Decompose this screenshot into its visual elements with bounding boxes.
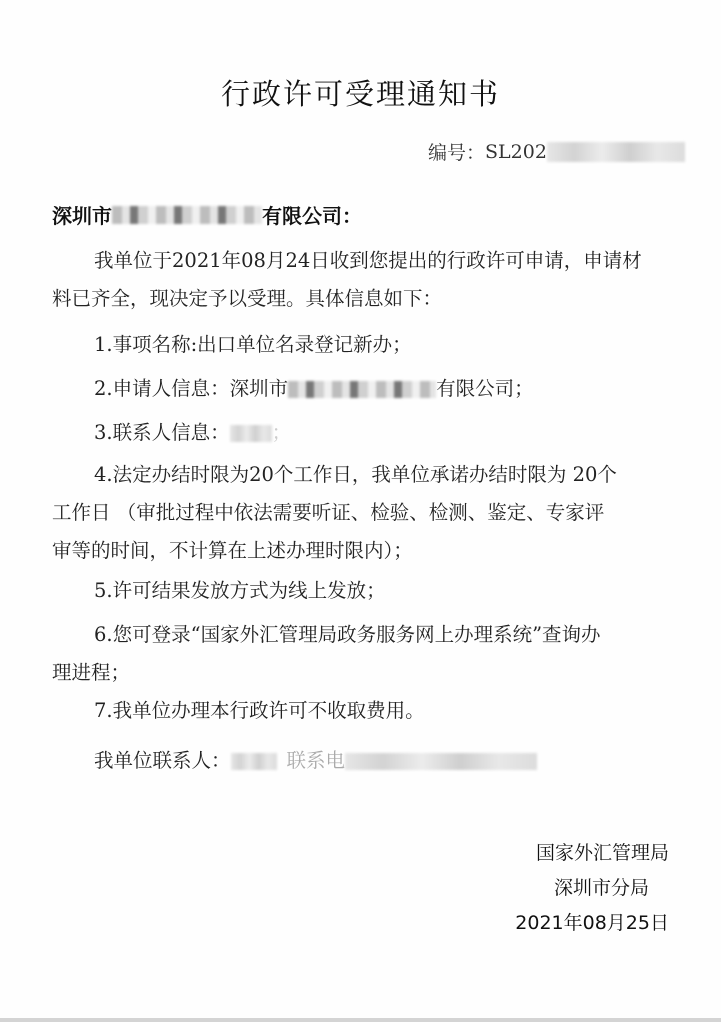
signature-org: 国家外汇管理局 — [535, 842, 669, 864]
item-6: 6.您可登录“国家外汇管理局政务服务网上办理系统”查询办 理进程； — [52, 623, 601, 684]
item-5: 5.许可结果发放方式为线上发放； — [94, 579, 386, 602]
addressee-suffix: 有限公司： — [262, 204, 362, 228]
item-3 — [52, 414, 672, 452]
intro-line-2: 料已齐全，现决定予以受理。具体信息如下： — [52, 287, 443, 310]
redacted-contact-phone — [345, 753, 537, 770]
item-2-prefix: 2.申请人信息：深圳市 — [94, 377, 289, 400]
item-3-suffix: ； — [271, 421, 292, 444]
redacted-contact-name — [230, 425, 272, 442]
document-number-value: SL202 — [485, 140, 547, 163]
document-number-label: 编号： — [428, 142, 486, 164]
document-title: 行政许可受理通知书 — [220, 77, 500, 111]
redacted-company-name — [112, 206, 262, 224]
item-4: 4.法定办结时限为20个工作日，我单位承诺办结时限为 20个 工作日 （审批过程中依法需要听证、检验、检测、鉴定、专家评 审等的时间，不计算在上述办理时限内）； — [52, 463, 617, 562]
signature-date: 2021年08月25日 — [515, 912, 669, 934]
item-7: 7.我单位办理本行政许可不收取费用。 — [94, 699, 425, 722]
item-3-prefix: 3.联系人信息： — [94, 421, 230, 444]
addressee-prefix: 深圳市 — [52, 204, 112, 228]
item-2-suffix: 有限公司； — [436, 377, 534, 400]
contact-label: 我单位联系人： — [94, 749, 231, 772]
redacted-contact-person — [231, 753, 277, 770]
item-1: 1.事项名称:出口单位名录登记新办； — [94, 333, 412, 356]
redacted-document-number — [547, 142, 685, 162]
intro-line-1: 我单位于2021年08月24日收到您提出的行政许可申请，申请材 — [94, 249, 642, 272]
item-2 — [52, 370, 672, 408]
intro-paragraph — [52, 242, 672, 318]
redacted-applicant-name — [288, 381, 436, 398]
page-bottom-edge — [0, 1018, 721, 1022]
signature-block — [515, 836, 669, 941]
contact-phone-label: 联系电 — [286, 749, 346, 772]
addressee — [52, 200, 362, 229]
document-number — [428, 138, 685, 165]
contact-line — [52, 742, 672, 780]
signature-branch: 深圳市分局 — [553, 877, 649, 899]
